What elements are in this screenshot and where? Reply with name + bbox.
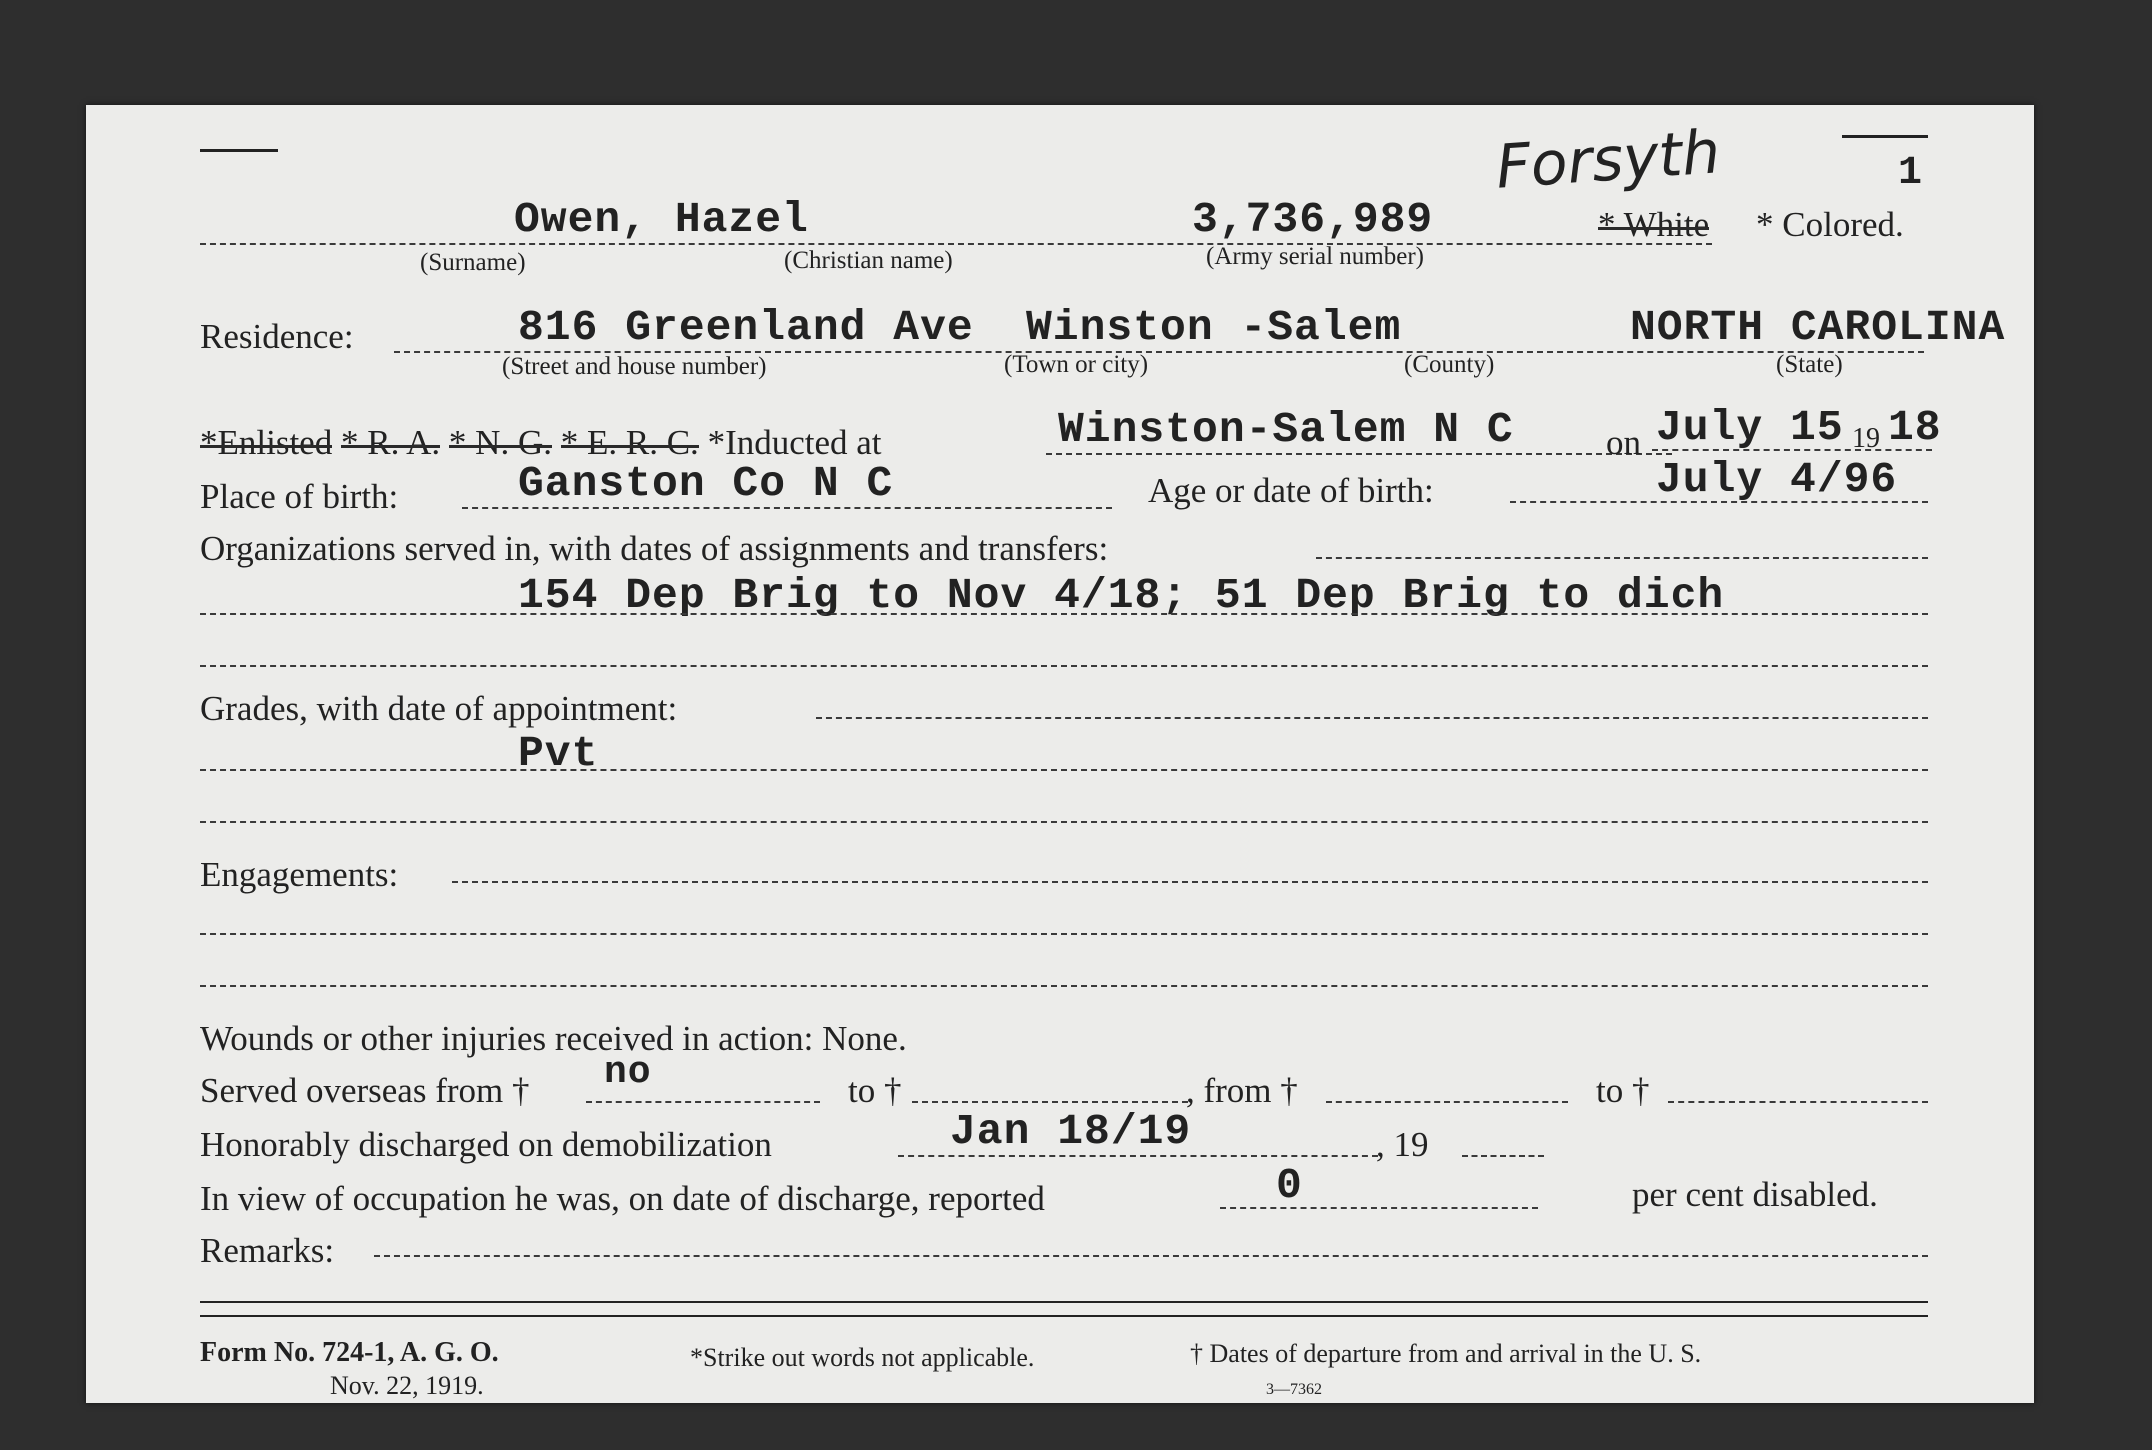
serial-caption: (Army serial number) bbox=[1206, 243, 1424, 270]
inducted-place-line bbox=[1046, 453, 1672, 455]
induction-year-value: 18 bbox=[1888, 403, 1942, 452]
induction-date-value: July 15 bbox=[1656, 403, 1844, 452]
discharge-year-label: , 19 bbox=[1376, 1125, 1429, 1164]
form-number: Form No. 724-1, A. G. O. bbox=[200, 1337, 499, 1368]
ra-option: * R. A. bbox=[340, 423, 441, 462]
engagements-label: Engagements: bbox=[200, 855, 399, 894]
enlistment-options bbox=[200, 423, 882, 463]
birth-place-line bbox=[462, 507, 1112, 509]
organizations-label: Organizations served in, with dates of assignments and transfers: bbox=[200, 529, 1109, 568]
organizations-line-0 bbox=[1316, 557, 1928, 559]
discharge-year-line bbox=[1462, 1155, 1544, 1157]
overseas-to1-line bbox=[912, 1101, 1188, 1103]
state-value: NORTH CAROLINA bbox=[1630, 303, 2006, 352]
county-caption: (County) bbox=[1404, 351, 1495, 378]
age-line bbox=[1510, 501, 1928, 503]
overseas-from-line bbox=[586, 1101, 820, 1103]
christian-caption: (Christian name) bbox=[784, 247, 953, 274]
card-number: 1 bbox=[1898, 151, 1924, 196]
remarks-line-1 bbox=[200, 1301, 1928, 1303]
grades-value: Pvt bbox=[518, 729, 599, 778]
disability-value: 0 bbox=[1276, 1161, 1303, 1210]
overseas-to2-line bbox=[1668, 1101, 1928, 1103]
grades-line-2 bbox=[200, 821, 1928, 823]
engagements-line-0 bbox=[452, 881, 1928, 883]
county-handwritten: Forsyth bbox=[1493, 117, 1723, 203]
street-value: 816 Greenland Ave bbox=[518, 303, 974, 352]
discharge-value: Jan 18/19 bbox=[950, 1107, 1192, 1156]
service-record-card bbox=[86, 105, 2034, 1403]
disability-suffix: per cent disabled. bbox=[1632, 1175, 1878, 1214]
print-code: 3—7362 bbox=[1266, 1381, 1322, 1398]
town-caption: (Town or city) bbox=[1004, 351, 1149, 378]
erc-option: * E. R. C. bbox=[560, 423, 699, 462]
ng-option: * N. G. bbox=[448, 423, 552, 462]
dates-note: † Dates of departure from and arrival in the U. S. bbox=[1190, 1339, 1702, 1368]
age-value: July 4/96 bbox=[1656, 455, 1898, 504]
wounds-label: Wounds or other injuries received in action: None. bbox=[200, 1019, 907, 1058]
birth-place-label: Place of birth: bbox=[200, 477, 399, 516]
disability-line bbox=[1220, 1207, 1538, 1209]
organizations-line-1 bbox=[200, 613, 1928, 615]
white-label: * White bbox=[1598, 205, 1710, 244]
discharge-line bbox=[898, 1155, 1378, 1157]
birth-place-value: Ganston Co N C bbox=[518, 459, 894, 508]
surname-caption: (Surname) bbox=[420, 249, 526, 276]
engagements-line-1 bbox=[200, 933, 1928, 935]
inducted-label: *Inducted at bbox=[707, 423, 882, 462]
town-value: Winston -Salem bbox=[1026, 303, 1402, 352]
induction-year-printed: 19 bbox=[1852, 423, 1880, 454]
top-right-rule bbox=[1842, 135, 1928, 138]
remarks-label: Remarks: bbox=[200, 1231, 335, 1270]
name-line bbox=[200, 243, 1712, 245]
residence-label: Residence: bbox=[200, 317, 354, 356]
organizations-value: 154 Dep Brig to Nov 4/18; 51 Dep Brig to dich bbox=[518, 571, 1725, 620]
surname-value: Owen, Hazel bbox=[514, 195, 809, 244]
overseas-label: Served overseas from † bbox=[200, 1071, 530, 1110]
inducted-place-value: Winston-Salem N C bbox=[1058, 405, 1514, 454]
overseas-from2-line bbox=[1326, 1101, 1568, 1103]
form-date: Nov. 22, 1919. bbox=[330, 1371, 484, 1400]
state-caption: (State) bbox=[1776, 351, 1843, 378]
strike-note: *Strike out words not applicable. bbox=[690, 1343, 1035, 1372]
engagements-line-2 bbox=[200, 985, 1928, 987]
remarks-line-0 bbox=[374, 1255, 1928, 1257]
overseas-value: no bbox=[604, 1051, 652, 1094]
remarks-line-2 bbox=[200, 1315, 1928, 1317]
discharge-label: Honorably discharged on demobilization bbox=[200, 1125, 772, 1164]
serial-value: 3,736,989 bbox=[1192, 195, 1434, 244]
age-label: Age or date of birth: bbox=[1148, 471, 1434, 510]
street-caption: (Street and house number) bbox=[502, 353, 767, 380]
disability-label: In view of occupation he was, on date of discharge, reported bbox=[200, 1179, 1045, 1218]
overseas-to2-label: to † bbox=[1596, 1071, 1650, 1110]
enlisted-option: *Enlisted bbox=[200, 423, 333, 462]
grades-label: Grades, with date of appointment: bbox=[200, 689, 678, 728]
top-left-rule bbox=[200, 149, 278, 152]
organizations-line-2 bbox=[200, 665, 1928, 667]
induction-date-line bbox=[1652, 449, 1932, 451]
grades-line-1 bbox=[200, 769, 1928, 771]
overseas-from2-label: , from † bbox=[1186, 1071, 1298, 1110]
colored-label: * Colored. bbox=[1756, 205, 1904, 244]
overseas-to1-label: to † bbox=[848, 1071, 902, 1110]
grades-line-0 bbox=[816, 717, 1928, 719]
on-label: on bbox=[1606, 423, 1641, 462]
